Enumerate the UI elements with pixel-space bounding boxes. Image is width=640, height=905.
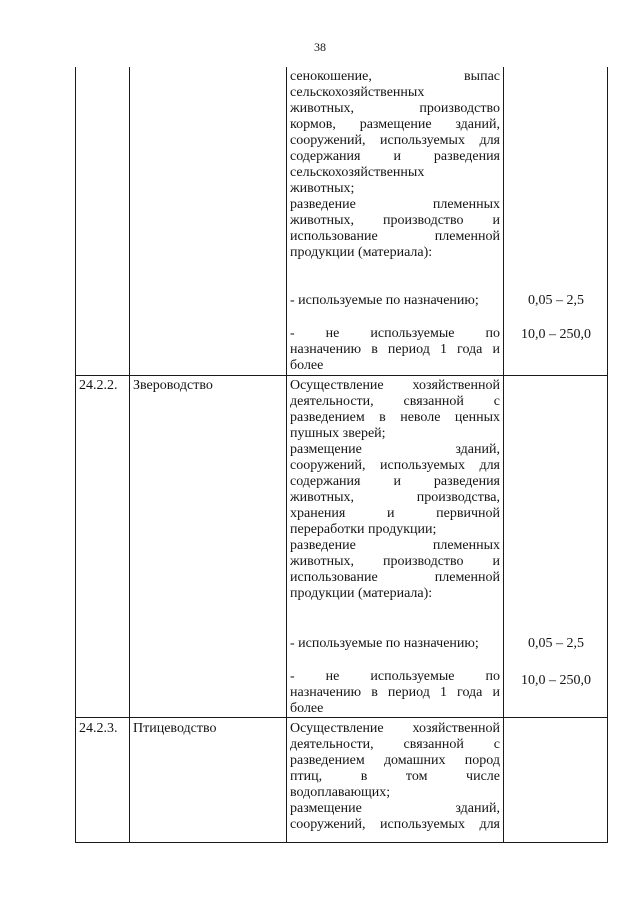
item-used-text: - используемые по назначению; (290, 293, 479, 308)
row-1-value-used: 0,05 – 2,5 (528, 293, 584, 308)
description-line: продукции (материала): (290, 586, 433, 601)
description-line: размещение зданий, (290, 801, 500, 816)
column-divider (286, 67, 287, 842)
row-2-item-unused (290, 669, 500, 717)
column-divider (129, 67, 130, 842)
item-unused-line: - не используемые по (290, 326, 500, 341)
description-line: деятельности, связанной с (290, 737, 500, 752)
description-line: животных, производство и (290, 554, 500, 569)
description-line: сенокошение, выпас (290, 69, 500, 84)
item-unused-line: более (290, 358, 324, 373)
description-line: животных, производства, (290, 490, 500, 505)
row-2-item-used (290, 636, 500, 652)
row-2-code: 24.2.2. (79, 378, 118, 393)
description-line: Осуществление хозяйственной (290, 378, 500, 393)
row-3-description (290, 721, 500, 833)
description-line: разведение племенных (290, 538, 500, 553)
land-use-table (75, 67, 608, 843)
row-divider (76, 375, 607, 376)
description-line: сооружений, используемых для (290, 133, 500, 148)
description-line: пушных зверей; (290, 426, 386, 441)
description-line: размещение зданий, (290, 442, 500, 457)
item-used-text: - используемые по назначению; (290, 636, 479, 651)
row-2-description (290, 378, 500, 602)
description-line: птиц, в том числе (290, 769, 500, 784)
description-line: сооружений, используемых для (290, 458, 500, 473)
row-1-description (290, 69, 500, 261)
row-2-value-unused: 10,0 – 250,0 (521, 673, 591, 688)
row-1-item-unused (290, 326, 500, 374)
row-1-value-unused: 10,0 – 250,0 (521, 327, 591, 342)
description-line: содержания и разведения (290, 474, 500, 489)
row-divider (76, 717, 607, 718)
page-number: 38 (314, 40, 326, 54)
item-unused-line: более (290, 701, 324, 716)
item-unused-line: назначению в период 1 года и (290, 685, 500, 700)
item-unused-line: назначению в период 1 года и (290, 342, 500, 357)
row-3-code: 24.2.3. (79, 721, 118, 736)
description-line: разведением в неволе ценных (290, 410, 500, 425)
row-2-name: Звероводство (133, 378, 213, 393)
description-line: продукции (материала): (290, 245, 433, 260)
item-unused-line: - не используемые по (290, 669, 500, 684)
description-line: разведением домашних пород (290, 753, 500, 768)
description-line: деятельности, связанной с (290, 394, 500, 409)
description-line: переработки продукции; (290, 522, 437, 537)
row-2-value-used: 0,05 – 2,5 (528, 636, 584, 651)
row-3-name: Птицеводство (133, 721, 217, 736)
description-line: водоплавающих; (290, 785, 391, 800)
description-line: животных; (290, 181, 355, 196)
description-line: животных, производство (290, 101, 500, 116)
description-line: использование племенной (290, 229, 500, 244)
description-line: сооружений, используемых для (290, 817, 500, 832)
description-line: использование племенной (290, 570, 500, 585)
description-line: хранения и первичной (290, 506, 500, 521)
description-line: сельскохозяйственных (290, 165, 425, 180)
description-line: разведение племенных (290, 197, 500, 212)
description-line: сельскохозяйственных (290, 85, 425, 100)
description-line: Осуществление хозяйственной (290, 721, 500, 736)
row-1-item-used (290, 293, 500, 309)
description-line: содержания и разведения (290, 149, 500, 164)
description-line: животных, производство и (290, 213, 500, 228)
column-divider (503, 67, 504, 842)
description-line: кормов, размещение зданий, (290, 117, 500, 132)
